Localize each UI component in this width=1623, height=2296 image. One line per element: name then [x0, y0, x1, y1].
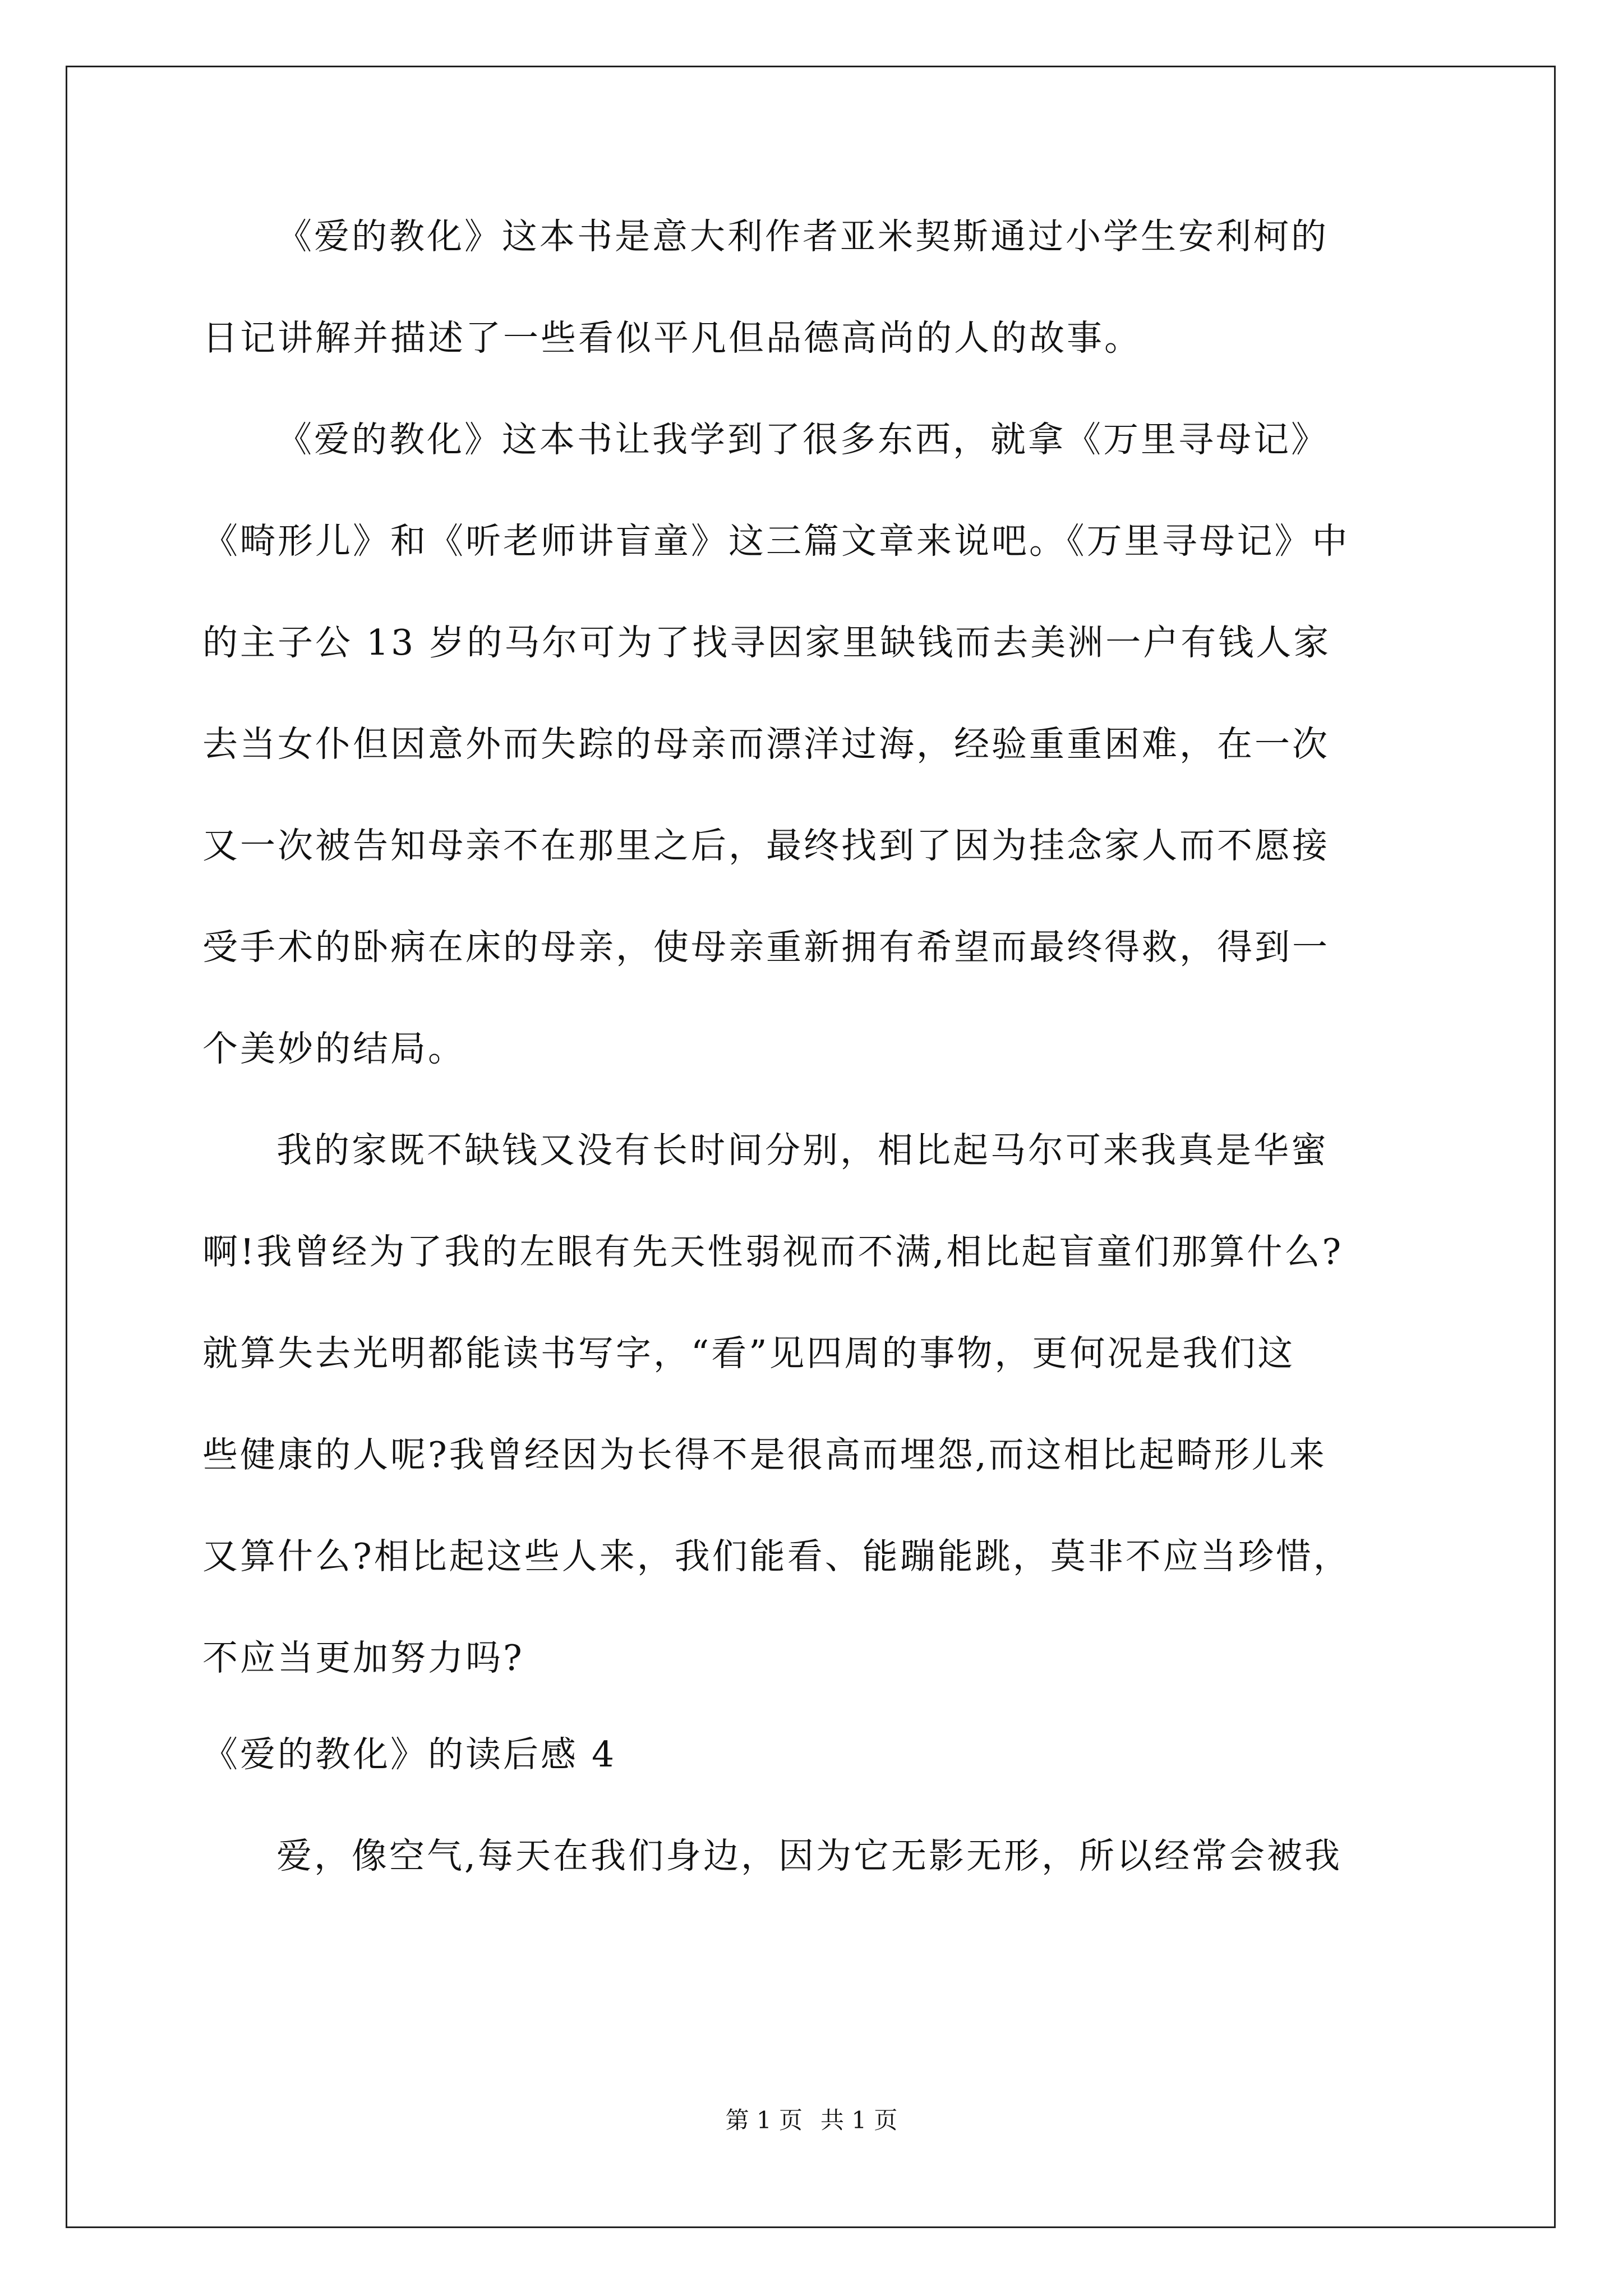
- document-body: [202, 210, 1425, 1882]
- section-title: 《爱的教化》的读后感 4: [202, 1734, 617, 1775]
- paragraph-2: [202, 413, 1425, 1075]
- text-line: 《畸形儿》和《听老师讲盲童》这三篇文章来说吧。《万里寻母记》中: [202, 521, 1350, 562]
- page-footer: [0, 2104, 1623, 2137]
- text-line: 爱，像空气,每天在我们身边，因为它无影无形，所以经常会被我: [276, 1835, 1343, 1876]
- text-line: 《爱的教化》这本书是意大利作者亚米契斯通过小学生安利柯的: [276, 216, 1329, 257]
- text-line: 些健康的人呢?我曾经因为长得不是很高而埋怨,而这相比起畸形儿来: [202, 1434, 1327, 1475]
- text-line: 《爱的教化》这本书让我学到了很多东西，就拿《万里寻母记》: [276, 419, 1329, 460]
- text-line: 我的家既不缺钱又没有长时间分别，相比起马尔可来我真是华蜜: [276, 1130, 1329, 1171]
- text-line: 受手术的卧病在床的母亲，使母亲重新拥有希望而最终得救，得到一: [202, 927, 1330, 968]
- text-line: 的主子公 13 岁的马尔可为了找寻因家里缺钱而去美洲一户有钱人家: [202, 622, 1331, 663]
- paragraph-1: [202, 210, 1425, 364]
- text-line: 就算失去光明都能读书写字，“看”见四周的事物，更何况是我们这: [202, 1333, 1295, 1374]
- text-line: 又一次被告知母亲不在那里之后，最终找到了因为挂念家人而不愿接: [202, 825, 1330, 866]
- text-line: 个美妙的结局。: [202, 1028, 465, 1069]
- text-line: 又算什么?相比起这些人来，我们能看、能蹦能跳，莫非不应当珍惜，: [202, 1536, 1351, 1577]
- text-line: 日记讲解并描述了一些看似平凡但品德高尚的人的故事。: [202, 318, 1142, 358]
- page-number: 第 1 页: [725, 2106, 803, 2134]
- page-total: 共 1 页: [820, 2106, 898, 2134]
- text-line: 啊!我曾经为了我的左眼有先天性弱视而不满,相比起盲童们那算什么?: [202, 1231, 1344, 1272]
- paragraph-4: [202, 1830, 1425, 1882]
- paragraph-3: [202, 1124, 1425, 1684]
- text-line: 不应当更加努力吗?: [202, 1637, 524, 1678]
- text-line: 去当女仆但因意外而失踪的母亲而漂洋过海，经验重重困难，在一次: [202, 724, 1330, 765]
